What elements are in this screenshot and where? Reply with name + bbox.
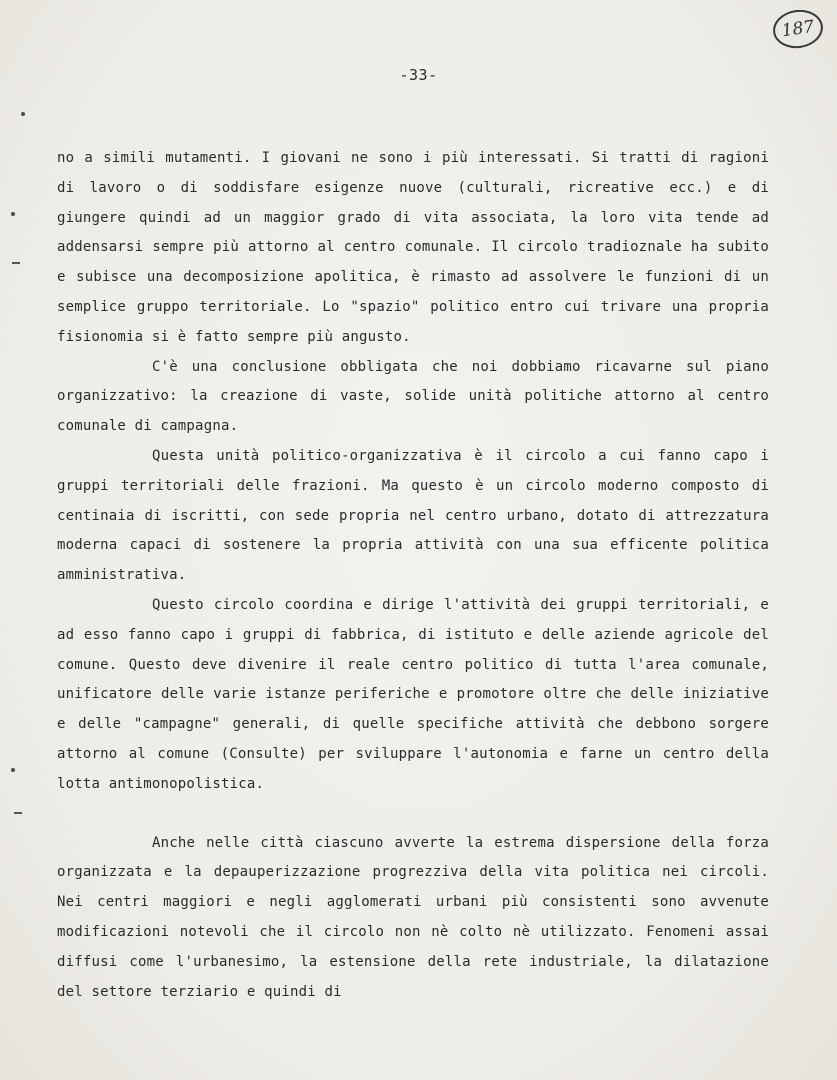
paragraph-1: no a simili mutamenti. I giovani ne sono i più interessati. Si tratti di ragioni di lavoro o di soddisfare esigenze nuove (culturali, ricreative ecc.) e di giungere quindi ad un maggior grado di vita associata, la loro vita tende ad addensarsi sempre più attorno al centro comunale. Il circolo tradioznale ha subito e subisce una decomposizione apolitica, è rimasto ad assolvere le funzioni di un semplice gruppo territoriale. Lo "spazio" politico entro cui trivare una propria fisionomia si è fatto sempre più angusto.	[57, 150, 769, 345]
margin-dot	[21, 112, 25, 116]
body-text	[57, 144, 769, 1007]
margin-dot	[11, 768, 15, 772]
page-number: -33-	[399, 66, 438, 84]
paragraph-3: Questa unità politico-organizzativa è il circolo a cui fanno capo i gruppi territoriali delle frazioni. Ma questo è un circolo moderno composto di centinaia di iscritti, con sede propria nel centro urbano, dotato di attrezzatura moderna capaci di sostenere la propria attività con una sua efficente politica amministrativa.	[57, 447, 769, 584]
archive-stamp	[771, 7, 826, 52]
archive-stamp-number: 187	[780, 16, 816, 42]
paragraph-4: Questo circolo coordina e dirige l'attività dei gruppi territoriali, e ad esso fanno capo i gruppi di fabbrica, di istituto e delle aziende agricole del comune. Questo deve divenire il reale centro politico di tutta l'area comunale, unificatore delle varie istanze periferiche e promotore oltre che delle iniziative e delle "campagne" generali, di quelle specifiche attività che debbono sorgere attorno al comune (Consulte) per sviluppare l'autonomia e farne un centro della lotta antimonopolistica.	[57, 596, 769, 792]
paragraph-5: Anche nelle città ciascuno avverte la estrema dispersione della forza organizzata e la depauperizzazione progrezziva della vita politica nei circoli. Nei centri maggiori e negli agglomerati urbani più consistenti sono avvenute modificazioni notevoli che il circolo non nè colto nè utilizzato. Fenomeni assai diffusi come l'urbanesimo, la estensione della rete industriale, la dilatazione del settore terziario e quindi di	[57, 834, 769, 1000]
margin-dot	[11, 212, 15, 216]
paragraph-2: C'è una conclusione obbligata che noi dobbiamo ricavarne sul piano organizzativo: la creazione di vaste, solide unità politiche attorno al centro comunale di campagna.	[57, 358, 769, 435]
margin-tick	[12, 262, 20, 264]
margin-tick	[14, 812, 22, 814]
